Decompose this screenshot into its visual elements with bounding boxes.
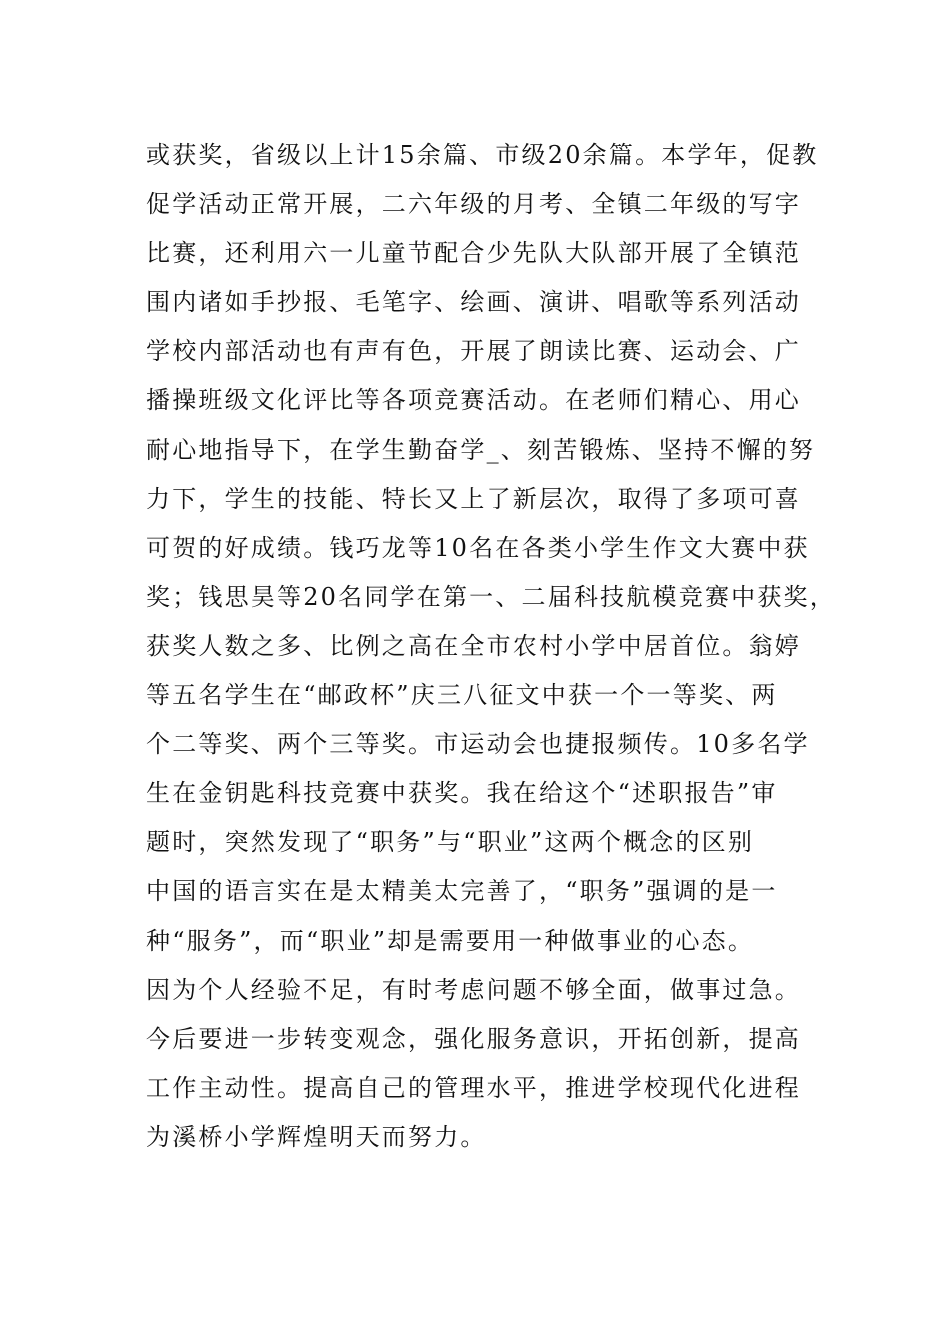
text-line: 题时，突然发现了“职务”与“职业”这两个概念的区别 bbox=[146, 828, 755, 857]
text-line: 奖；钱思昊等20名同学在第一、二届科技航模竞赛中获奖， bbox=[146, 582, 836, 611]
text-line: 力下，学生的技能、特长又上了新层次，取得了多项可喜 bbox=[146, 484, 801, 513]
text-line: 学校内部活动也有声有色，开展了朗读比赛、运动会、广 bbox=[146, 337, 801, 366]
body-paragraph bbox=[146, 131, 836, 1162]
text-line: 围内诸如手抄报、毛笔字、绘画、演讲、唱歌等系列活动 bbox=[146, 288, 801, 317]
text-line: 等五名学生在“邮政杯”庆三八征文中获一个一等奖、两 bbox=[146, 681, 778, 710]
text-line: 促学活动正常开展，二六年级的月考、全镇二年级的写字 bbox=[146, 190, 801, 219]
text-line: 为溪桥小学辉煌明天而努力。 bbox=[146, 1122, 487, 1151]
text-line: 获奖人数之多、比例之高在全市农村小学中居首位。翁婷 bbox=[146, 631, 801, 660]
text-line: 播操班级文化评比等各项竞赛活动。在老师们精心、用心 bbox=[146, 386, 801, 415]
text-line: 比赛，还利用六一儿童节配合少先队大队部开展了全镇范 bbox=[146, 239, 801, 268]
text-line: 因为个人经验不足，有时考虑问题不够全面，做事过急。 bbox=[146, 975, 801, 1004]
text-line: 个二等奖、两个三等奖。市运动会也捷报频传。10多名学 bbox=[146, 730, 810, 759]
text-line: 工作主动性。提高自己的管理水平，推进学校现代化进程 bbox=[146, 1073, 801, 1102]
text-line: 种“服务”，而“职业”却是需要用一种做事业的心态。 bbox=[146, 926, 755, 955]
text-line: 可贺的好成绩。钱巧龙等10名在各类小学生作文大赛中获 bbox=[146, 533, 810, 562]
text-line: 或获奖，省级以上计15余篇、市级20余篇。本学年，促教 bbox=[146, 141, 819, 169]
text-line: 今后要进一步转变观念，强化服务意识，开拓创新，提高 bbox=[146, 1024, 801, 1053]
text-line: 生在金钥匙科技竞赛中获奖。我在给这个“述职报告”审 bbox=[146, 779, 778, 808]
text-line: 耐心地指导下，在学生勤奋学_、刻苦锻炼、坚持不懈的努 bbox=[146, 435, 816, 464]
text-line: 中国的语言实在是太精美太完善了，“职务”强调的是一 bbox=[146, 877, 778, 906]
